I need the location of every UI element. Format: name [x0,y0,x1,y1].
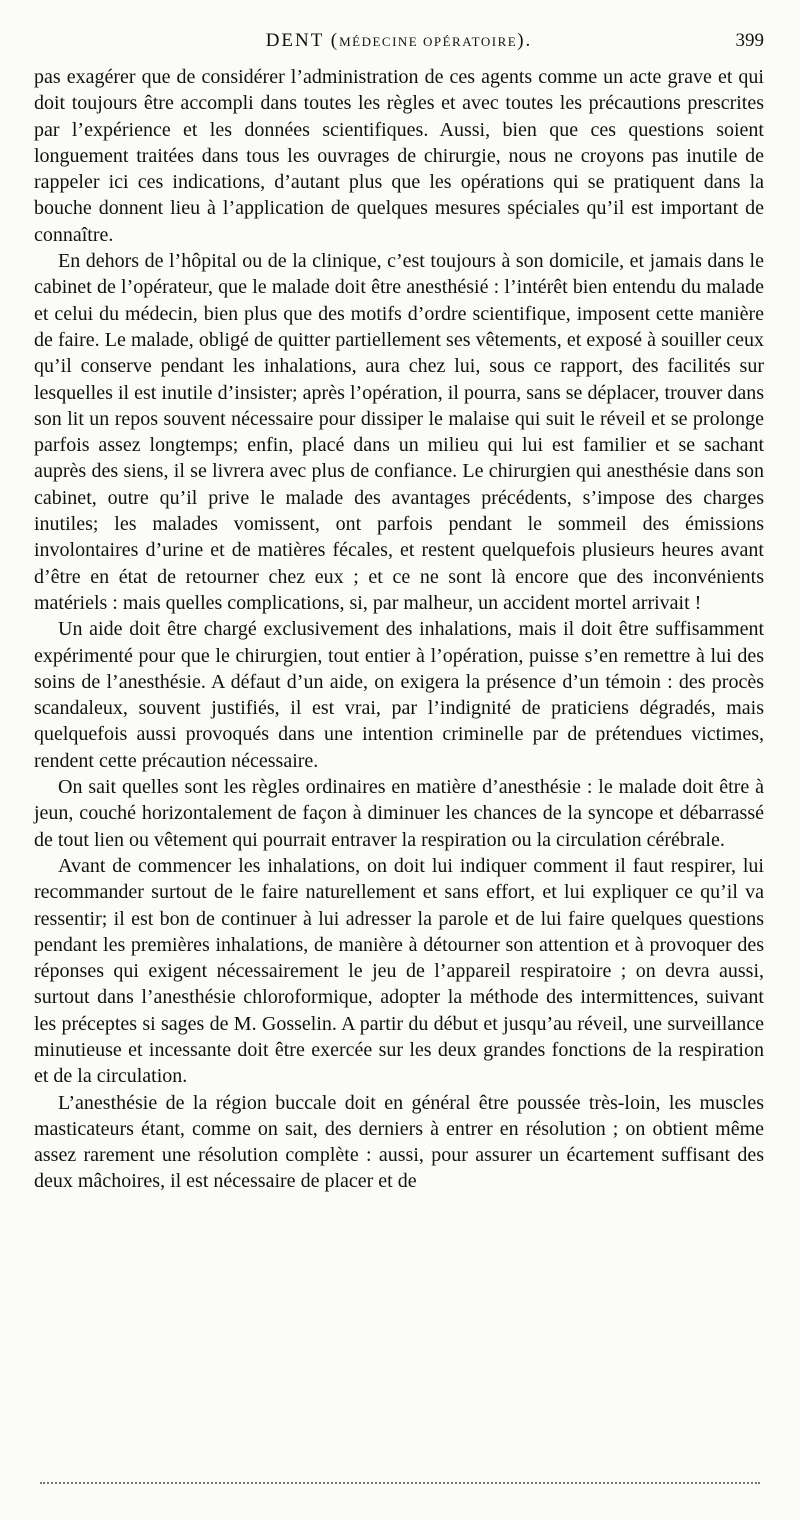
running-title-subtitle: MÉDECINE OPÉRATOIRE [339,34,518,49]
running-title [34,30,764,52]
body-text [34,64,764,1195]
running-title-end: ). [517,30,533,51]
paragraph-inhalations: Avant de commencer les inhalations, on doit lui indiquer comment il faut respirer, lui recommander surtout de le faire naturellement et sans effort, et lui expliquer ce qu’il va ressentir; il est bon de continuer à lui adresser la parole et de lui faire quelques questions pendant les premières inhalations, de manière à détourner son attention et à provoquer des réponses qui exigent nécessairement le jeu de l’appareil respiratoire ; on devra aussi, surtout dans l’anesthésie chloroformique, adopter la méthode des intermittences, suivant les préceptes si sages de M. Gosselin. A partir du début et jusqu’au réveil, une surveillance minutieuse et incessante doit être exercée sur les deux grandes fonctions de la respiration et de la circulation. [34,854,764,1088]
paragraph-domicile: En dehors de l’hôpital ou de la clinique, c’est toujours à son domicile, et jamais dans le cabinet de l’opérateur, que le malade doit être anesthésié : l’intérêt bien entendu du malade et celui du médecin, bien plus que des motifs d’ordre scientifique, imposent cette manière de faire. Le malade, obligé de quitter partiellement ses vêtements, et exposé à souiller ceux qu’il conserve pendant les inhalations, aura chez lui, sous ce rapport, des facilités sur lesquelles il est inutile d’insister; après l’opération, il pourra, sans se déplacer, trouver dans son lit un repos souvent nécessaire pour dissiper le malaise qui suit le réveil et se prolonge parfois assez longtemps; enfin, placé dans un milieu qui lui est familier et se sachant auprès des siens, il se livrera avec plus de confiance. Le chirurgien qui anesthésie dans son cabinet, outre qu’il prive le malade des avantages précédents, s’impose des charges inutiles; les malades vomissent, ont parfois pendant le sommeil des émissions involontaires d’urine et de matières fécales, et restent quelquefois plusieurs heures avant d’être en état de retourner chez eux ; et ce ne sont là encore que des inconvénients matériels : mais quelles complications, si, par malheur, un accident mortel arrivait ! [34,250,764,614]
book-page [34,30,764,1195]
paragraph-continuation: pas exagérer que de considérer l’administration de ces agents comme un acte grave et qui doit toujours être accompli dans toutes les règles et avec toutes les précautions prescrites par l’expérience et les données scientifiques. Aussi, bien que ces questions soient longuement traitées dans tous les ouvrages de chirurgie, nous ne croyons pas inutile de rappeler ici ces indications, d’autant plus que les opérations qui se pratiquent dans la bouche donnent lieu à l’application de quelques mesures spéciales qu’il est important de connaître. [34,66,764,246]
paragraph-regles: On sait quelles sont les règles ordinaires en matière d’anesthésie : le malade doit être à jeun, couché horizontalement de façon à diminuer les chances de la syncope et débarrassé de tout lien ou vêtement qui pourrait entraver la respiration ou la circulation cérébrale. [34,776,764,851]
running-title-main: DENT ( [265,30,340,51]
page-number: 399 [735,30,764,51]
footer-dotted-rule [40,1482,760,1484]
paragraph-aide: Un aide doit être chargé exclusivement des inhalations, mais il doit être suffisamment expérimenté pour que le chirurgien, tout entier à l’opération, puisse s’en remettre à lui des soins de l’anesthésie. A défaut d’un aide, on exigera la présence d’un témoin : des procès scandaleux, souvent justifiés, il est vrai, par l’indignité de praticiens dégradés, mais quelquefois aussi provoqués dans une intention criminelle par de prétendues victimes, rendent cette précaution nécessaire. [34,618,764,772]
paragraph-region-buccale: L’anesthésie de la région buccale doit en général être poussée très-loin, les muscles masticateurs étant, comme on sait, des derniers à entrer en résolution ; on obtient même assez rarement une résolution complète : aussi, pour assurer un écartement suffisant des deux mâchoires, il est nécessaire de placer et de [34,1091,764,1193]
page-header [34,30,764,60]
